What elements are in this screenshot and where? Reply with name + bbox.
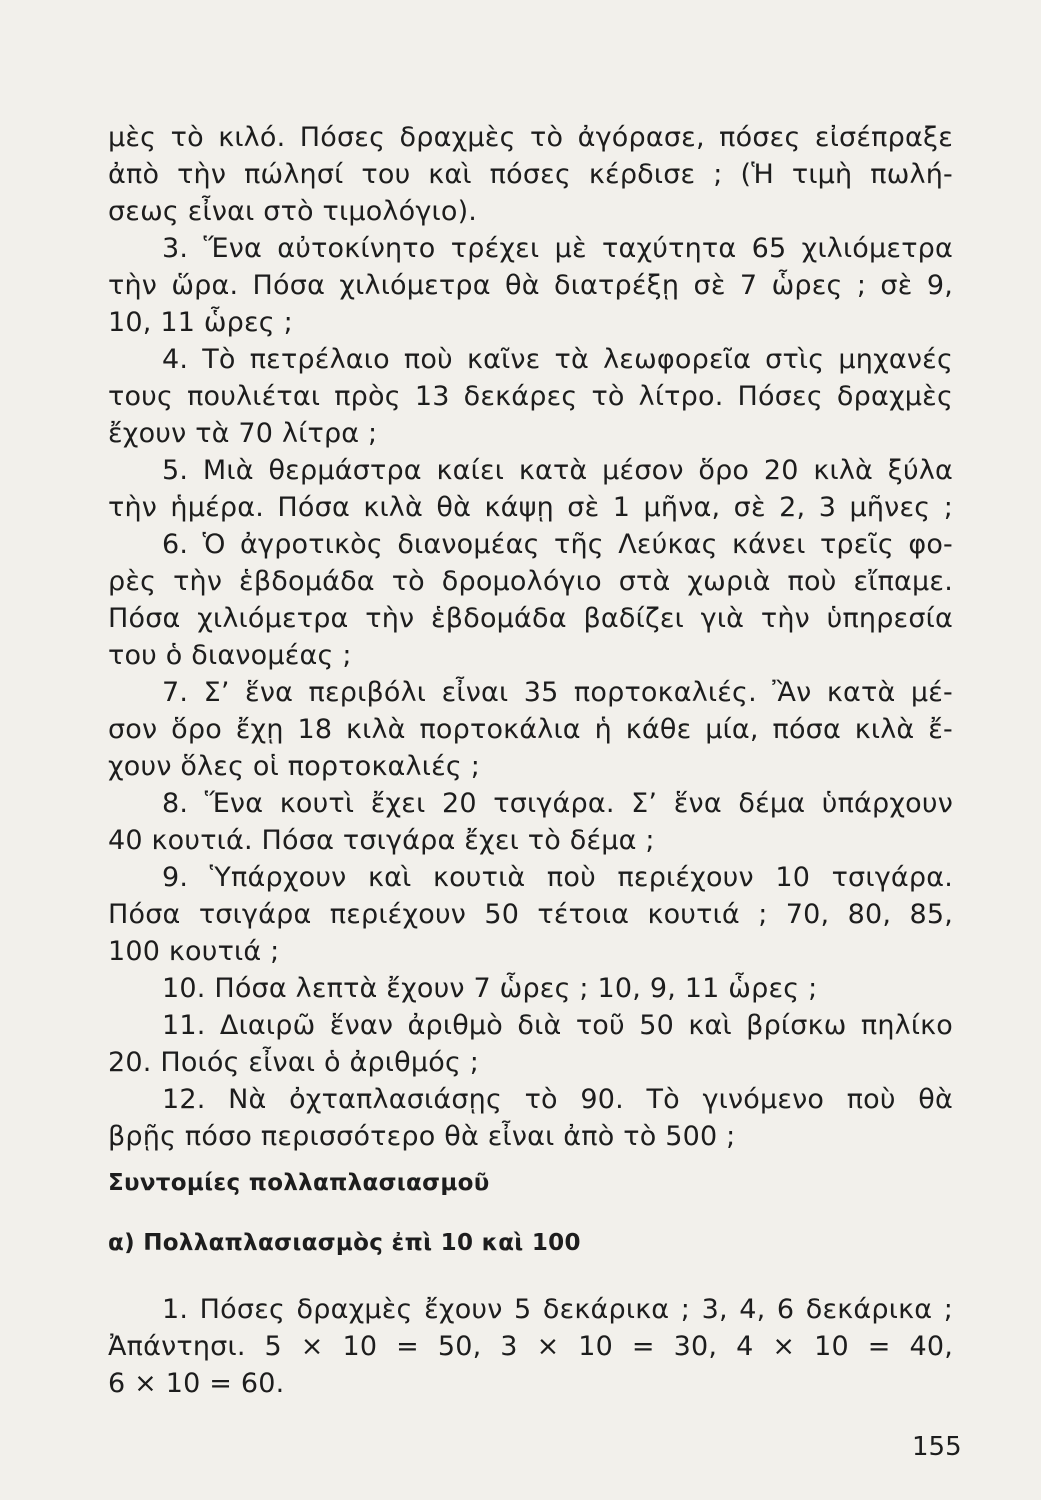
text-line: χουν ὅλες οἱ πορτοκαλιές ; xyxy=(108,751,480,782)
text-line: Πόσα τσιγάρα περιέχουν 50 τέτοια κουτιά ; 70, 80, 85, xyxy=(108,899,953,930)
example-answer-line: Ἀπάντησι. 5 × 10 = 50, 3 × 10 = 30, 4 × 10 = 40, xyxy=(108,1331,953,1362)
text-line: τὴν ὥρα. Πόσα χιλιόμετρα θὰ διατρέξῃ σὲ 7 ὧρες ; σὲ 9, xyxy=(108,270,953,301)
problem-6-line: 6. Ὁ ἀγροτικὸς διανομέας τῆς Λεύκας κάνει τρεῖς φο- xyxy=(162,529,953,560)
problem-11-line: 11. Διαιρῶ ἕναν ἀριθμὸ διὰ τοῦ 50 καὶ βρίσκω πηλίκο xyxy=(162,1010,953,1041)
text-line: μὲς τὸ κιλό. Πόσες δραχμὲς τὸ ἀγόρασε, πόσες εἰσέπραξε xyxy=(108,122,953,153)
problem-5-line: 5. Μιὰ θερμάστρα καίει κατὰ μέσον ὅρο 20 κιλὰ ξύλα xyxy=(162,455,953,486)
text-line: 20. Ποιός εἶναι ὁ ἀριθμός ; xyxy=(108,1047,480,1078)
text-line: 100 κουτιά ; xyxy=(108,936,280,967)
text-line: του ὁ διανομέας ; xyxy=(108,640,352,671)
problem-12-line: 12. Νὰ ὀχταπλασιάσῃς τὸ 90. Τὸ γινόμενο ποὺ θὰ xyxy=(162,1084,953,1115)
text-line: ρὲς τὴν ἑβδομάδα τὸ δρομολόγιο στὰ χωριὰ ποὺ εἴπαμε. xyxy=(108,566,953,597)
page-number: 155 xyxy=(912,1432,962,1462)
text-line: τους πουλιέται πρὸς 13 δεκάρες τὸ λίτρο. Πόσες δραχμὲς xyxy=(108,381,953,412)
example-answer-line: 6 × 10 = 60. xyxy=(108,1368,285,1399)
text-line: Πόσα χιλιόμετρα τὴν ἑβδομάδα βαδίζει γιὰ τὴν ὑπηρεσία xyxy=(108,603,953,634)
text-line: σον ὅρο ἔχῃ 18 κιλὰ πορτοκάλια ἡ κάθε μία, πόσα κιλὰ ἔ- xyxy=(108,714,953,745)
text-line: ἔχουν τὰ 70 λίτρα ; xyxy=(108,418,378,449)
text-line: τὴν ἡμέρα. Πόσα κιλὰ θὰ κάψῃ σὲ 1 μῆνα, σὲ 2, 3 μῆνες ; xyxy=(108,492,953,523)
example-question-line: 1. Πόσες δραχμὲς ἔχουν 5 δεκάρικα ; 3, 4, 6 δεκάρικα ; xyxy=(162,1294,953,1325)
problem-7-line: 7. Σ’ ἕνα περιβόλι εἶναι 35 πορτοκαλιές. Ἂν κατὰ μέ- xyxy=(162,677,953,708)
problem-9-line: 9. Ὑπάρχουν καὶ κουτιὰ ποὺ περιέχουν 10 τσιγάρα. xyxy=(162,862,953,893)
text-line: βρῇς πόσο περισσότερο θὰ εἶναι ἀπὸ τὸ 500 ; xyxy=(108,1121,736,1152)
text-line: σεως εἶναι στὸ τιμολόγιο). xyxy=(108,196,478,227)
subsection-title: α) Πολλαπλασιασμὸς ἐπὶ 10 καὶ 100 xyxy=(108,1230,581,1256)
text-line: 10, 11 ὧρες ; xyxy=(108,307,293,338)
text-line: ἀπὸ τὴν πώλησί του καὶ πόσες κέρδισε ; (Ἡ τιμὴ πωλή- xyxy=(108,159,953,190)
problem-4-line: 4. Τὸ πετρέλαιο ποὺ καῖνε τὰ λεωφορεῖα στὶς μηχανές xyxy=(162,344,953,375)
section-title: Συντομίες πολλαπλασιασμοῦ xyxy=(108,1170,490,1196)
problem-10-line: 10. Πόσα λεπτὰ ἔχουν 7 ὧρες ; 10, 9, 11 ὧρες ; xyxy=(162,973,818,1004)
text-line: 40 κουτιά. Πόσα τσιγάρα ἔχει τὸ δέμα ; xyxy=(108,825,655,856)
problem-3-line: 3. Ἕνα αὐτοκίνητο τρέχει μὲ ταχύτητα 65 χιλιόμετρα xyxy=(162,233,953,264)
problem-8-line: 8. Ἕνα κουτὶ ἔχει 20 τσιγάρα. Σ’ ἕνα δέμα ὑπάρχουν xyxy=(162,788,953,819)
